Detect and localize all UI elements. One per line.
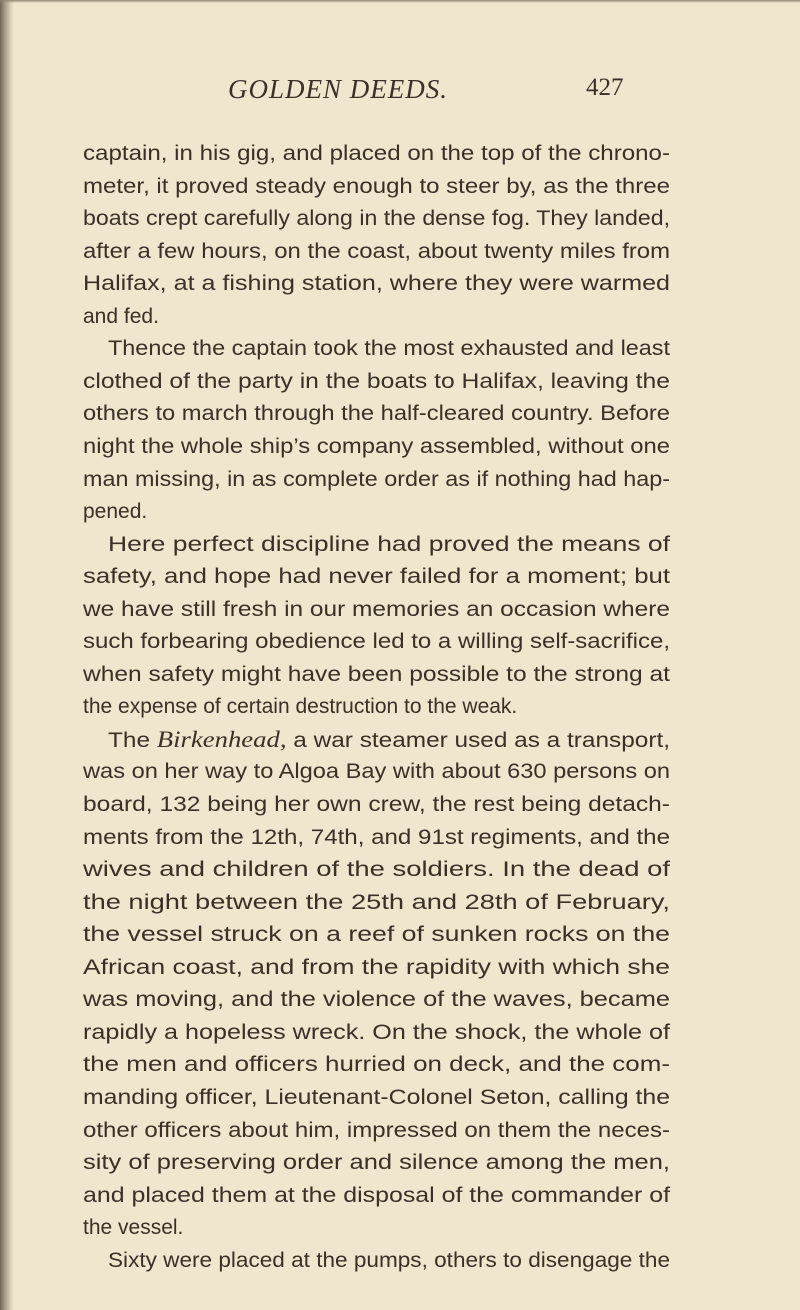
text-line xyxy=(0,398,800,430)
text-line xyxy=(0,594,800,626)
text-line-content: Here perfect discipline had proved the means of xyxy=(108,532,670,556)
text-line-content: manding officer, Lieutenant-Colonel Seton, calling the xyxy=(83,1085,670,1109)
text-line-content: pened. xyxy=(83,500,148,524)
text-line xyxy=(0,171,800,203)
text-line xyxy=(0,496,800,528)
text-line-content: Halifax, at a fishing station, where they were warmed xyxy=(83,272,670,296)
text-line xyxy=(0,1082,800,1114)
text-line xyxy=(0,724,800,756)
text-line-content: captain, in his gig, and placed on the top of the chrono- xyxy=(83,142,670,165)
text-line xyxy=(0,301,800,333)
text-line-content: and placed them at the disposal of the commander of xyxy=(83,1183,670,1207)
text-line-content: such forbearing obedience led to a willing self-sacrifice, xyxy=(83,630,670,654)
text-line xyxy=(0,952,800,984)
text-line-content xyxy=(108,724,670,757)
text-line-content: board, 132 being her own crew, the rest being detach- xyxy=(83,793,670,816)
text-line-before-italic: The xyxy=(108,728,157,752)
text-line-content: and fed. xyxy=(83,304,159,328)
text-line-content: man missing, in as complete order as if nothing had hap- xyxy=(83,467,670,491)
text-line xyxy=(0,984,800,1016)
ship-name-italic: Birkenhead, xyxy=(156,726,287,752)
text-line-content: ments from the 12th, 74th, and 91st regiments, and the xyxy=(83,825,670,849)
text-line-content: boats crept carefully along in the dense fog. They landed, xyxy=(83,207,670,231)
text-line xyxy=(0,1147,800,1179)
running-title: GOLDEN DEEDS. xyxy=(228,74,448,104)
text-line-content: African coast, and from the rapidity with which she xyxy=(83,955,670,979)
text-line xyxy=(0,691,800,723)
text-line-after-italic: a war steamer used as a transport, xyxy=(286,728,670,752)
text-line xyxy=(0,333,800,365)
text-line xyxy=(0,1212,800,1244)
text-line-content: clothed of the party in the boats to Halifax, leaving the xyxy=(83,369,670,393)
text-line xyxy=(0,464,800,496)
text-line xyxy=(0,789,800,821)
text-line-content: the vessel. xyxy=(83,1216,184,1240)
text-line xyxy=(0,854,800,886)
running-head xyxy=(228,74,688,110)
text-line xyxy=(0,431,800,463)
text-line-content: the expense of certain destruction to the weak. xyxy=(83,695,518,719)
text-line xyxy=(0,626,800,658)
text-line xyxy=(0,887,800,919)
text-line xyxy=(0,919,800,951)
text-line-content: Sixty were placed at the pumps, others to disengage the xyxy=(108,1248,670,1272)
text-line xyxy=(0,1245,800,1277)
text-line-content: when safety might have been possible to the strong at xyxy=(83,662,670,686)
text-line-content: was moving, and the violence of the waves, became xyxy=(83,988,670,1012)
text-line-content: after a few hours, on the coast, about twenty miles from xyxy=(83,239,670,263)
text-line-content: we have still fresh in our memories an occasion where xyxy=(83,597,670,621)
text-line xyxy=(0,529,800,561)
text-line xyxy=(0,236,800,268)
text-line-content: wives and children of the soldiers. In the dead of xyxy=(83,858,670,882)
text-line-content: safety, and hope had never failed for a moment; but xyxy=(83,565,670,589)
text-line xyxy=(0,756,800,788)
text-line xyxy=(0,822,800,854)
text-line xyxy=(0,366,800,398)
text-line-content: sity of preserving order and silence among the men, xyxy=(83,1151,670,1175)
text-line xyxy=(0,1115,800,1147)
text-line xyxy=(0,659,800,691)
text-line-content: rapidly a hopeless wreck. On the shock, the whole of xyxy=(83,1020,670,1044)
text-line xyxy=(0,268,800,300)
text-line-content: was on her way to Algoa Bay with about 630 persons on xyxy=(83,760,670,784)
text-line xyxy=(0,1049,800,1081)
text-line-content: meter, it proved steady enough to steer by, as the three xyxy=(83,174,670,198)
text-line xyxy=(0,561,800,593)
text-line-content: the night between the 25th and 28th of February, xyxy=(83,890,670,914)
text-line-content: others to march through the half-cleared country. Before xyxy=(83,402,670,426)
text-line xyxy=(0,138,800,170)
text-line-content: Thence the captain took the most exhausted and least xyxy=(108,337,670,361)
page-number: 427 xyxy=(586,74,624,101)
text-line-content: night the whole ship’s company assembled, without one xyxy=(83,434,670,458)
text-line xyxy=(0,1017,800,1049)
text-line-content: other officers about him, impressed on them the neces- xyxy=(83,1118,670,1142)
text-line xyxy=(0,203,800,235)
text-line xyxy=(0,1180,800,1212)
text-line-content: the vessel struck on a reef of sunken rocks on the xyxy=(83,923,670,947)
text-line-content: the men and officers hurried on deck, and the com- xyxy=(83,1053,670,1077)
